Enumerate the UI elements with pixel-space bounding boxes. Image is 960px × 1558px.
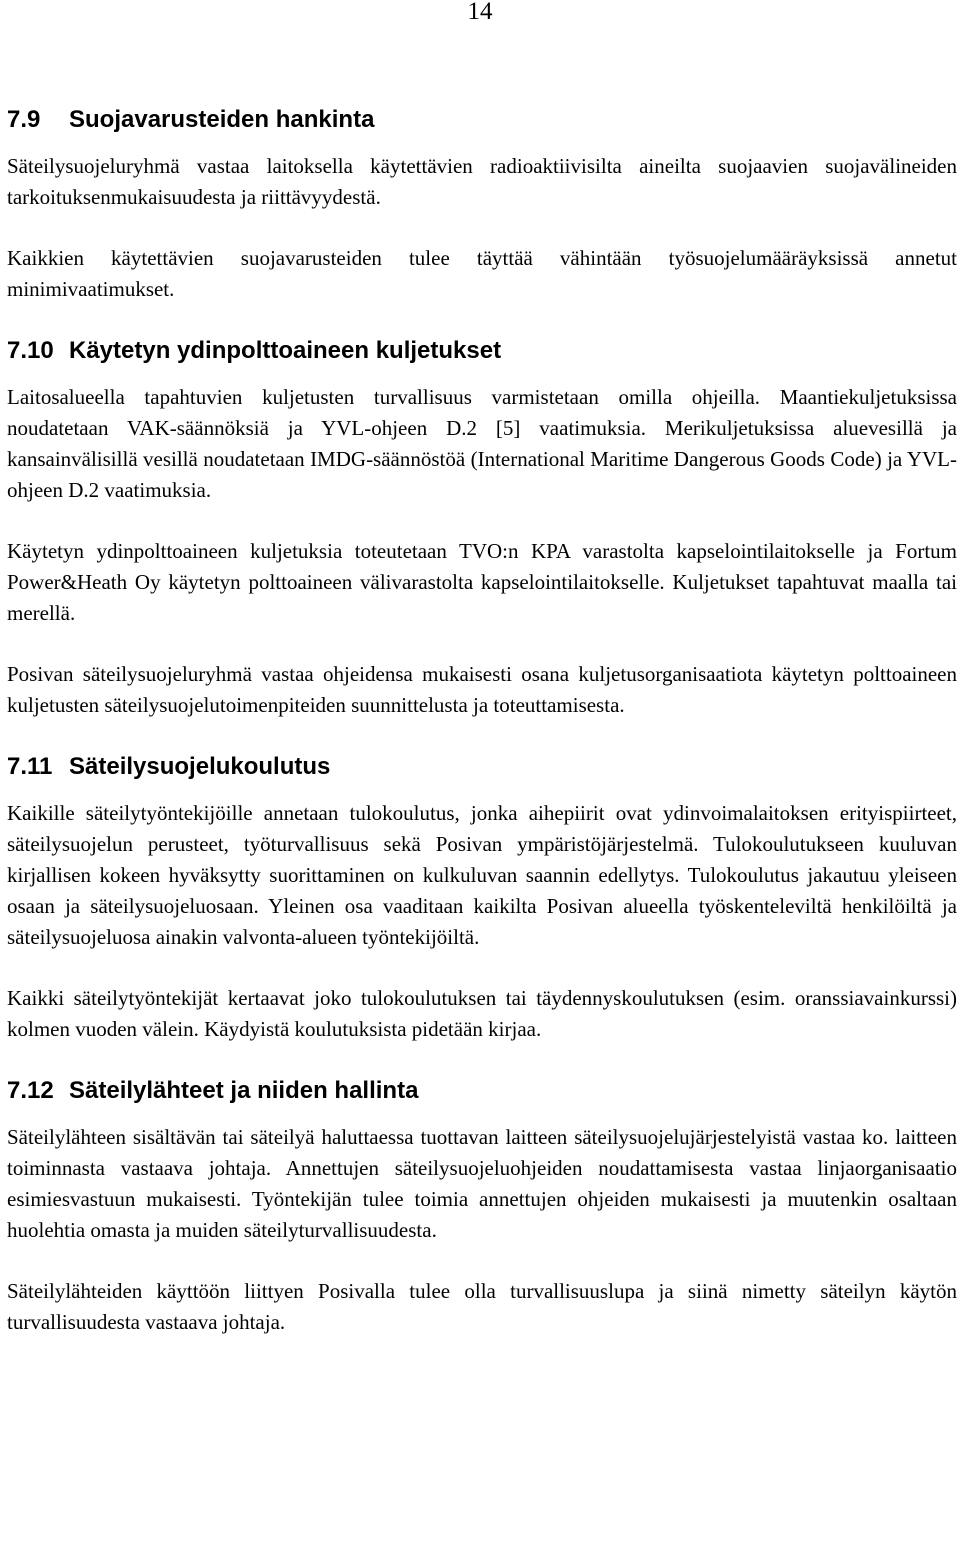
section-heading <box>7 104 957 136</box>
paragraph: Säteilylähteiden käyttöön liittyen Posivalla tulee olla turvallisuuslupa ja siinä nimetty säteilyn käytön turvallisuudesta vastaava johtaja. <box>7 1279 957 1334</box>
paragraph: Posivan säteilysuojeluryhmä vastaa ohjeidensa mukaisesti osana kuljetusorganisaatiota käytetyn polttoaineen kuljetusten säteilysuojelutoimenpiteiden suunnittelusta ja toteuttamisesta. <box>7 662 957 717</box>
section-heading <box>7 751 957 783</box>
page-number: 14 <box>467 0 493 25</box>
section-number: 7.10 <box>7 337 54 364</box>
paragraph: Säteilysuojeluryhmä vastaa laitoksella käytettävien radioaktiivisilta aineilta suojaavien suojavälineiden tarkoituksenmukaisuudesta ja riittävyydestä. <box>7 154 957 209</box>
section-title: Säteilysuojelukoulutus <box>69 753 331 780</box>
section-title: Suojavarusteiden hankinta <box>69 106 375 133</box>
section-number: 7.11 <box>7 753 53 780</box>
paragraph: Kaikkien käytettävien suojavarusteiden tulee täyttää vähintään työsuojelumääräyksissä annetut minimivaatimukset. <box>7 246 957 301</box>
paragraph: Laitosalueella tapahtuvien kuljetusten turvallisuus varmistetaan omilla ohjeilla. Maantiekuljetuksissa noudatetaan VAK-säännöksiä ja YVL-ohjeen D.2 [5] vaatimuksia. Merikuljetuksissa aluevesillä ja kansainvälisillä vesillä noudatetaan IMDG-säännöstöä (International Maritime Dangerous Goods Code) ja YVL-ohjeen D.2 vaatimuksia. <box>7 385 957 502</box>
section-number: 7.9 <box>7 106 41 133</box>
section-heading <box>7 335 957 367</box>
document-body <box>7 104 957 1338</box>
section-title: Käytetyn ydinpolttoaineen kuljetukset <box>69 337 502 364</box>
paragraph: Säteilylähteen sisältävän tai säteilyä haluttaessa tuottavan laitteen säteilysuojelujärjestelyistä vastaa ko. laitteen toiminnasta vastaava johtaja. Annettujen säteilysuojeluohjeiden noudattamisesta vastaa linjaorganisaatio esimiesvastuun mukaisesti. Työntekijän tulee toimia annettujen ohjeiden mukaisesti ja muutenkin osaltaan huolehtia omasta ja muiden säteilyturvallisuudesta. <box>7 1125 957 1242</box>
section-heading <box>7 1075 957 1107</box>
section-number: 7.12 <box>7 1077 54 1104</box>
paragraph: Kaikki säteilytyöntekijät kertaavat joko tulokoulutuksen tai täydennyskoulutuksen (esim. oranssiavainkurssi) kolmen vuoden välein. Käydyistä koulutuksista pidetään kirjaa. <box>7 986 957 1041</box>
paragraph: Käytetyn ydinpolttoaineen kuljetuksia toteutetaan TVO:n KPA varastolta kapselointilaitokselle ja Fortum Power&Heath Oy käytetyn polttoaineen välivarastolta kapselointilaitokselle. Kuljetukset tapahtuvat maalla tai merellä. <box>7 539 957 625</box>
section-title: Säteilylähteet ja niiden hallinta <box>69 1077 419 1104</box>
paragraph: Kaikille säteilytyöntekijöille annetaan tulokoulutus, jonka aihepiirit ovat ydinvoimalaitoksen erityispiirteet, säteilysuojelun perusteet, työturvallisuus sekä Posivan ympäristöjärjestelmä. Tulokoulutukseen kuuluvan kirjallisen kokeen hyväksytty suorittaminen on kulkuluvan saannin edellytys. Tulokoulutus jakautuu yleiseen osaan ja säteilysuojeluosaan. Yleinen osa vaaditaan kaikilta Posivan alueella työskenteleviltä henkilöiltä ja säteilysuojeluosa ainakin valvonta-alueen työntekijöiltä. <box>7 801 957 949</box>
